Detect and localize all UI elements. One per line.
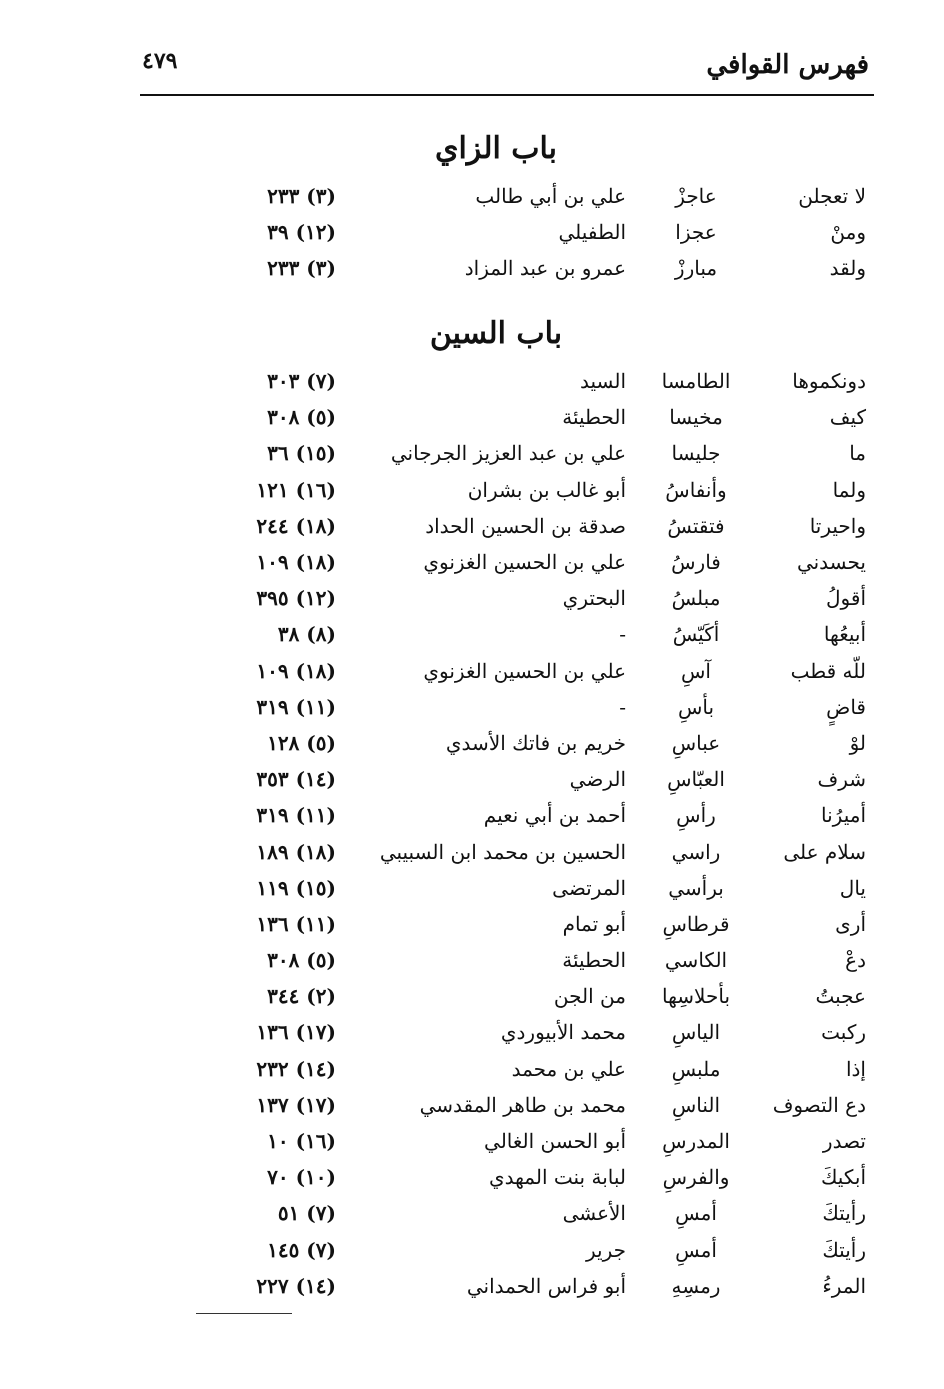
rhyme-word: جليسا <box>671 441 721 466</box>
rhyme-word: الطامسا <box>661 369 731 394</box>
index-row <box>166 1014 866 1050</box>
reference: (١٢) ٣٩٥ <box>256 586 336 611</box>
first-word: دونكموها <box>792 369 866 394</box>
first-word: لا تعجلن <box>798 184 866 209</box>
index-row <box>166 1232 866 1268</box>
index-row <box>166 250 866 286</box>
index-row <box>166 399 866 435</box>
reference: (١٨) ١٠٩ <box>256 550 336 575</box>
index-row <box>166 363 866 399</box>
first-word: أبيعُها <box>823 622 866 647</box>
first-word: أبكيكَ <box>820 1165 866 1190</box>
rhyme-word: ملبسِ <box>671 1056 721 1081</box>
rhyme-word: المدرسِ <box>662 1129 730 1154</box>
first-word: المرءُ <box>822 1273 866 1298</box>
index-row <box>166 978 866 1014</box>
poet-name: صدقة بن الحسين الحداد <box>425 513 626 538</box>
rhyme-word: رمسِهِ <box>671 1273 721 1298</box>
rhyme-word: الناسِ <box>671 1092 721 1117</box>
rhyme-word: بأسِ <box>677 694 715 719</box>
reference: (١٥) ١١٩ <box>256 875 336 900</box>
underline-rule <box>196 1313 292 1314</box>
reference: (١٤) ٢٢٧ <box>256 1273 336 1298</box>
rhyme-word: قرطاسِ <box>662 911 730 936</box>
poet-name: خريم بن فاتك الأسدي <box>445 730 626 755</box>
index-row <box>166 178 866 214</box>
index-row <box>166 1159 866 1195</box>
rhyme-word: برأسي <box>668 875 724 900</box>
reference: (١٨) ١٠٩ <box>256 658 336 683</box>
section-seen <box>166 305 866 1304</box>
index-row <box>166 942 866 978</box>
poet-name: علي بن أبي طالب <box>475 184 626 209</box>
first-word: لوْ <box>849 730 866 755</box>
reference: (٧) ١٤٥ <box>267 1237 336 1262</box>
reference: (٧) ٣٠٣ <box>267 369 336 394</box>
first-word: أرى <box>835 911 866 936</box>
reference: (١٤) ٢٣٢ <box>256 1056 336 1081</box>
rhyme-list <box>166 178 866 287</box>
index-row <box>166 725 866 761</box>
index-row <box>166 472 866 508</box>
index-row <box>166 833 866 869</box>
poet-name: أبو تمام <box>562 911 626 936</box>
rhyme-word: عباسِ <box>671 730 721 755</box>
first-word: قاضٍ <box>826 694 866 719</box>
poet-name: أبو الحسن الغالي <box>484 1129 626 1154</box>
poet-name: عمرو بن عبد المزاد <box>464 256 626 281</box>
rhyme-word: مخيسا <box>669 405 723 430</box>
reference: (١٠) ٧٠ <box>267 1165 336 1190</box>
reference: (١٥) ٣٦ <box>267 441 336 466</box>
rhyme-word: الكاسي <box>664 948 728 973</box>
poet-name: علي بن الحسين الغزنوي <box>423 658 626 683</box>
poet-name: لبابة بنت المهدي <box>488 1165 626 1190</box>
first-word: كيف <box>829 405 866 430</box>
poet-name: علي بن محمد <box>511 1056 626 1081</box>
rhyme-word: أمسِ <box>675 1201 717 1226</box>
poet-name: الحطيئة <box>562 405 626 430</box>
rhyme-word: فتقتسُ <box>667 513 725 538</box>
first-word: ولقد <box>829 256 866 281</box>
page-number: ٤٧٩ <box>142 48 178 74</box>
first-word: شرف <box>817 767 866 792</box>
index-row <box>166 1087 866 1123</box>
index-row <box>166 508 866 544</box>
poet-name: أبو فراس الحمداني <box>466 1273 626 1298</box>
reference: (٣) ٢٣٣ <box>267 184 336 209</box>
index-row <box>166 1268 866 1304</box>
rhyme-word: والفرسِ <box>662 1165 730 1190</box>
section-zay <box>166 120 866 287</box>
index-row <box>166 1051 866 1087</box>
first-word: يحسدني <box>796 550 866 575</box>
poet-name: جرير <box>586 1237 626 1262</box>
poet-name: أبو غالب بن بشران <box>467 477 626 502</box>
rhyme-word: فارسُ <box>671 550 721 575</box>
first-word: للّه قطب <box>790 658 866 683</box>
poet-name: محمد بن طاهر المقدسي <box>419 1092 626 1117</box>
section-title: باب السين <box>429 316 563 351</box>
index-row <box>166 906 866 942</box>
rhyme-word: أمسِ <box>675 1237 717 1262</box>
rhyme-word: أكَيّسُ <box>672 622 720 647</box>
poet-name: المرتضى <box>552 875 626 900</box>
poet-name: الحطيئة <box>562 948 626 973</box>
index-row <box>166 689 866 725</box>
poet-name: علي بن عبد العزيز الجرجاني <box>390 441 626 466</box>
header-rule <box>140 94 874 96</box>
poet-name: الرضي <box>569 767 626 792</box>
first-word: سلام على <box>783 839 866 864</box>
poet-name: - <box>619 622 626 647</box>
first-word: أميرُنا <box>821 803 866 828</box>
rhyme-word: الياسِ <box>671 1020 721 1045</box>
index-row <box>166 870 866 906</box>
poet-name: الطفيلي <box>558 220 626 245</box>
rhyme-word: عاجزْ <box>675 184 717 209</box>
poet-name: الأعشى <box>562 1201 626 1226</box>
reference: (١٤) ٣٥٣ <box>256 767 336 792</box>
index-row <box>166 653 866 689</box>
reference: (٧) ٥١ <box>277 1201 336 1226</box>
reference: (١٧) ١٣٧ <box>256 1092 336 1117</box>
reference: (١٦) ١٠ <box>267 1129 336 1154</box>
first-word: رأيتكَ <box>822 1201 866 1226</box>
index-row <box>166 1123 866 1159</box>
reference: (١١) ٣١٩ <box>256 694 336 719</box>
reference: (٥) ٣٠٨ <box>267 405 336 430</box>
rhyme-word: وأنفاسُ <box>665 477 727 502</box>
poet-name: محمد الأبيوردي <box>500 1020 626 1045</box>
reference: (١٦) ١٢١ <box>256 477 336 502</box>
index-row <box>166 1195 866 1231</box>
poet-name: - <box>619 694 626 719</box>
rhyme-word: مبلسُ <box>671 586 721 611</box>
first-word: يال <box>839 875 866 900</box>
reference: (٨) ٣٨ <box>277 622 336 647</box>
poet-name: الحسين بن محمد ابن السبيبي <box>379 839 626 864</box>
reference: (١١) ٣١٩ <box>256 803 336 828</box>
first-word: ما <box>849 441 866 466</box>
rhyme-word: بأحلاسِها <box>661 984 731 1009</box>
reference: (٣) ٢٣٣ <box>267 256 336 281</box>
poet-name: علي بن الحسين الغزنوي <box>423 550 626 575</box>
reference: (٢) ٣٤٤ <box>267 984 336 1009</box>
index-row <box>166 580 866 616</box>
poet-name: من الجن <box>553 984 626 1009</box>
first-word: إذا <box>845 1056 866 1081</box>
rhyme-word: آسِ <box>681 658 711 683</box>
rhyme-word: مبارزْ <box>674 256 718 281</box>
first-word: تصدر <box>822 1129 866 1154</box>
reference: (١٢) ٣٩ <box>267 220 336 245</box>
poet-name: السيد <box>579 369 626 394</box>
index-row <box>166 761 866 797</box>
first-word: أقولُ <box>826 586 866 611</box>
rhyme-word: عجزا <box>675 220 717 245</box>
poet-name: البحتري <box>562 586 626 611</box>
first-word: ركبت <box>821 1020 866 1045</box>
index-row <box>166 797 866 833</box>
first-word: دع التصوف <box>772 1092 866 1117</box>
index-row <box>166 616 866 652</box>
rhyme-word: رأسِ <box>676 803 716 828</box>
first-word: واحيرتا <box>809 513 866 538</box>
section-title: باب الزاي <box>434 131 558 166</box>
rhyme-list <box>166 363 866 1304</box>
rhyme-word: راسي <box>671 839 721 864</box>
running-title: فهرس القوافي <box>706 50 869 80</box>
first-word: عجبتُ <box>815 984 866 1009</box>
reference: (١٨) ٢٤٤ <box>256 513 336 538</box>
reference: (٥) ١٢٨ <box>267 730 336 755</box>
reference: (١٨) ١٨٩ <box>256 839 336 864</box>
first-word: دعْ <box>845 948 866 973</box>
index-row <box>166 435 866 471</box>
reference: (١١) ١٣٦ <box>256 911 336 936</box>
reference: (١٧) ١٣٦ <box>256 1020 336 1045</box>
index-row <box>166 214 866 250</box>
reference: (٥) ٣٠٨ <box>267 948 336 973</box>
first-word: رأيتكَ <box>822 1237 866 1262</box>
index-row <box>166 544 866 580</box>
first-word: ومنْ <box>830 220 866 245</box>
first-word: ولما <box>832 477 866 502</box>
rhyme-word: العبّاسِ <box>667 767 725 792</box>
poet-name: أحمد بن أبي نعيم <box>483 803 626 828</box>
